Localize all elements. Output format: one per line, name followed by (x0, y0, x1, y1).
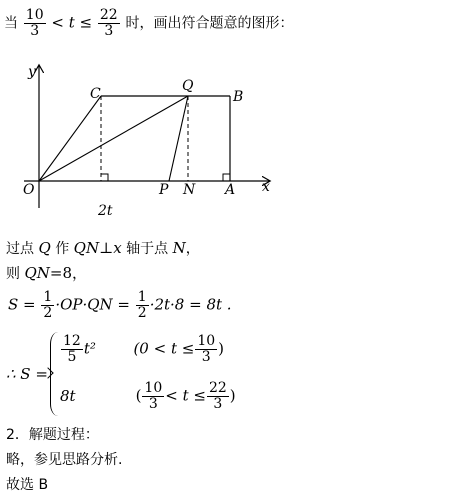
piecewise-lead: ∴ S = (6, 365, 48, 383)
answer-line: 故选 B (6, 477, 49, 493)
label-b: B (233, 89, 244, 105)
piecewise-row-2: 8t ( $\frac{10}{3}$ < t ≤ $\frac{22}{3}$ ) (60, 380, 236, 412)
label-c: C (90, 86, 101, 102)
segment-oq (39, 96, 188, 181)
segment-qp (169, 96, 188, 181)
piecewise-row-1: $\frac{12}{5}$ t² (0 < t ≤ $\frac{10}{3}$ ) (63, 333, 224, 365)
right-angle-mark-c (101, 174, 108, 181)
label-x: x (262, 179, 270, 195)
area-formula: S = $\frac{1}{2}$ ·OP·QN = $\frac{1}{2}$ ·2t·8 = 8t . (8, 289, 232, 321)
inequality-text: < t ≤ (51, 13, 93, 32)
label-p: P (159, 182, 169, 198)
geometry-figure (14, 58, 314, 228)
label-y: y (28, 64, 36, 80)
solution-heading: 2．解题过程： (6, 427, 99, 443)
segment-oc (39, 96, 101, 181)
label-n: N (183, 182, 196, 198)
label-q: Q (182, 78, 194, 94)
fraction-10-3: $\frac{10}{3}$ (25, 7, 44, 39)
label-o: O (23, 182, 35, 198)
condition-line (4, 8, 293, 39)
suffix-text: 时，画出符合题意的图形： (125, 15, 294, 32)
label-2t: 2t (98, 203, 113, 219)
step-perpendicular: 过点 Q 作 QN⊥x 轴于点 N， (6, 239, 200, 257)
prefix-text: 当 (4, 15, 18, 32)
step-qn-value: 则 QN=8， (6, 264, 88, 282)
fraction-22-3: $\frac{22}{3}$ (99, 7, 118, 39)
right-angle-mark-a (223, 174, 230, 181)
label-a: A (225, 182, 236, 198)
solution-note: 略，参见思路分析. (6, 452, 123, 468)
